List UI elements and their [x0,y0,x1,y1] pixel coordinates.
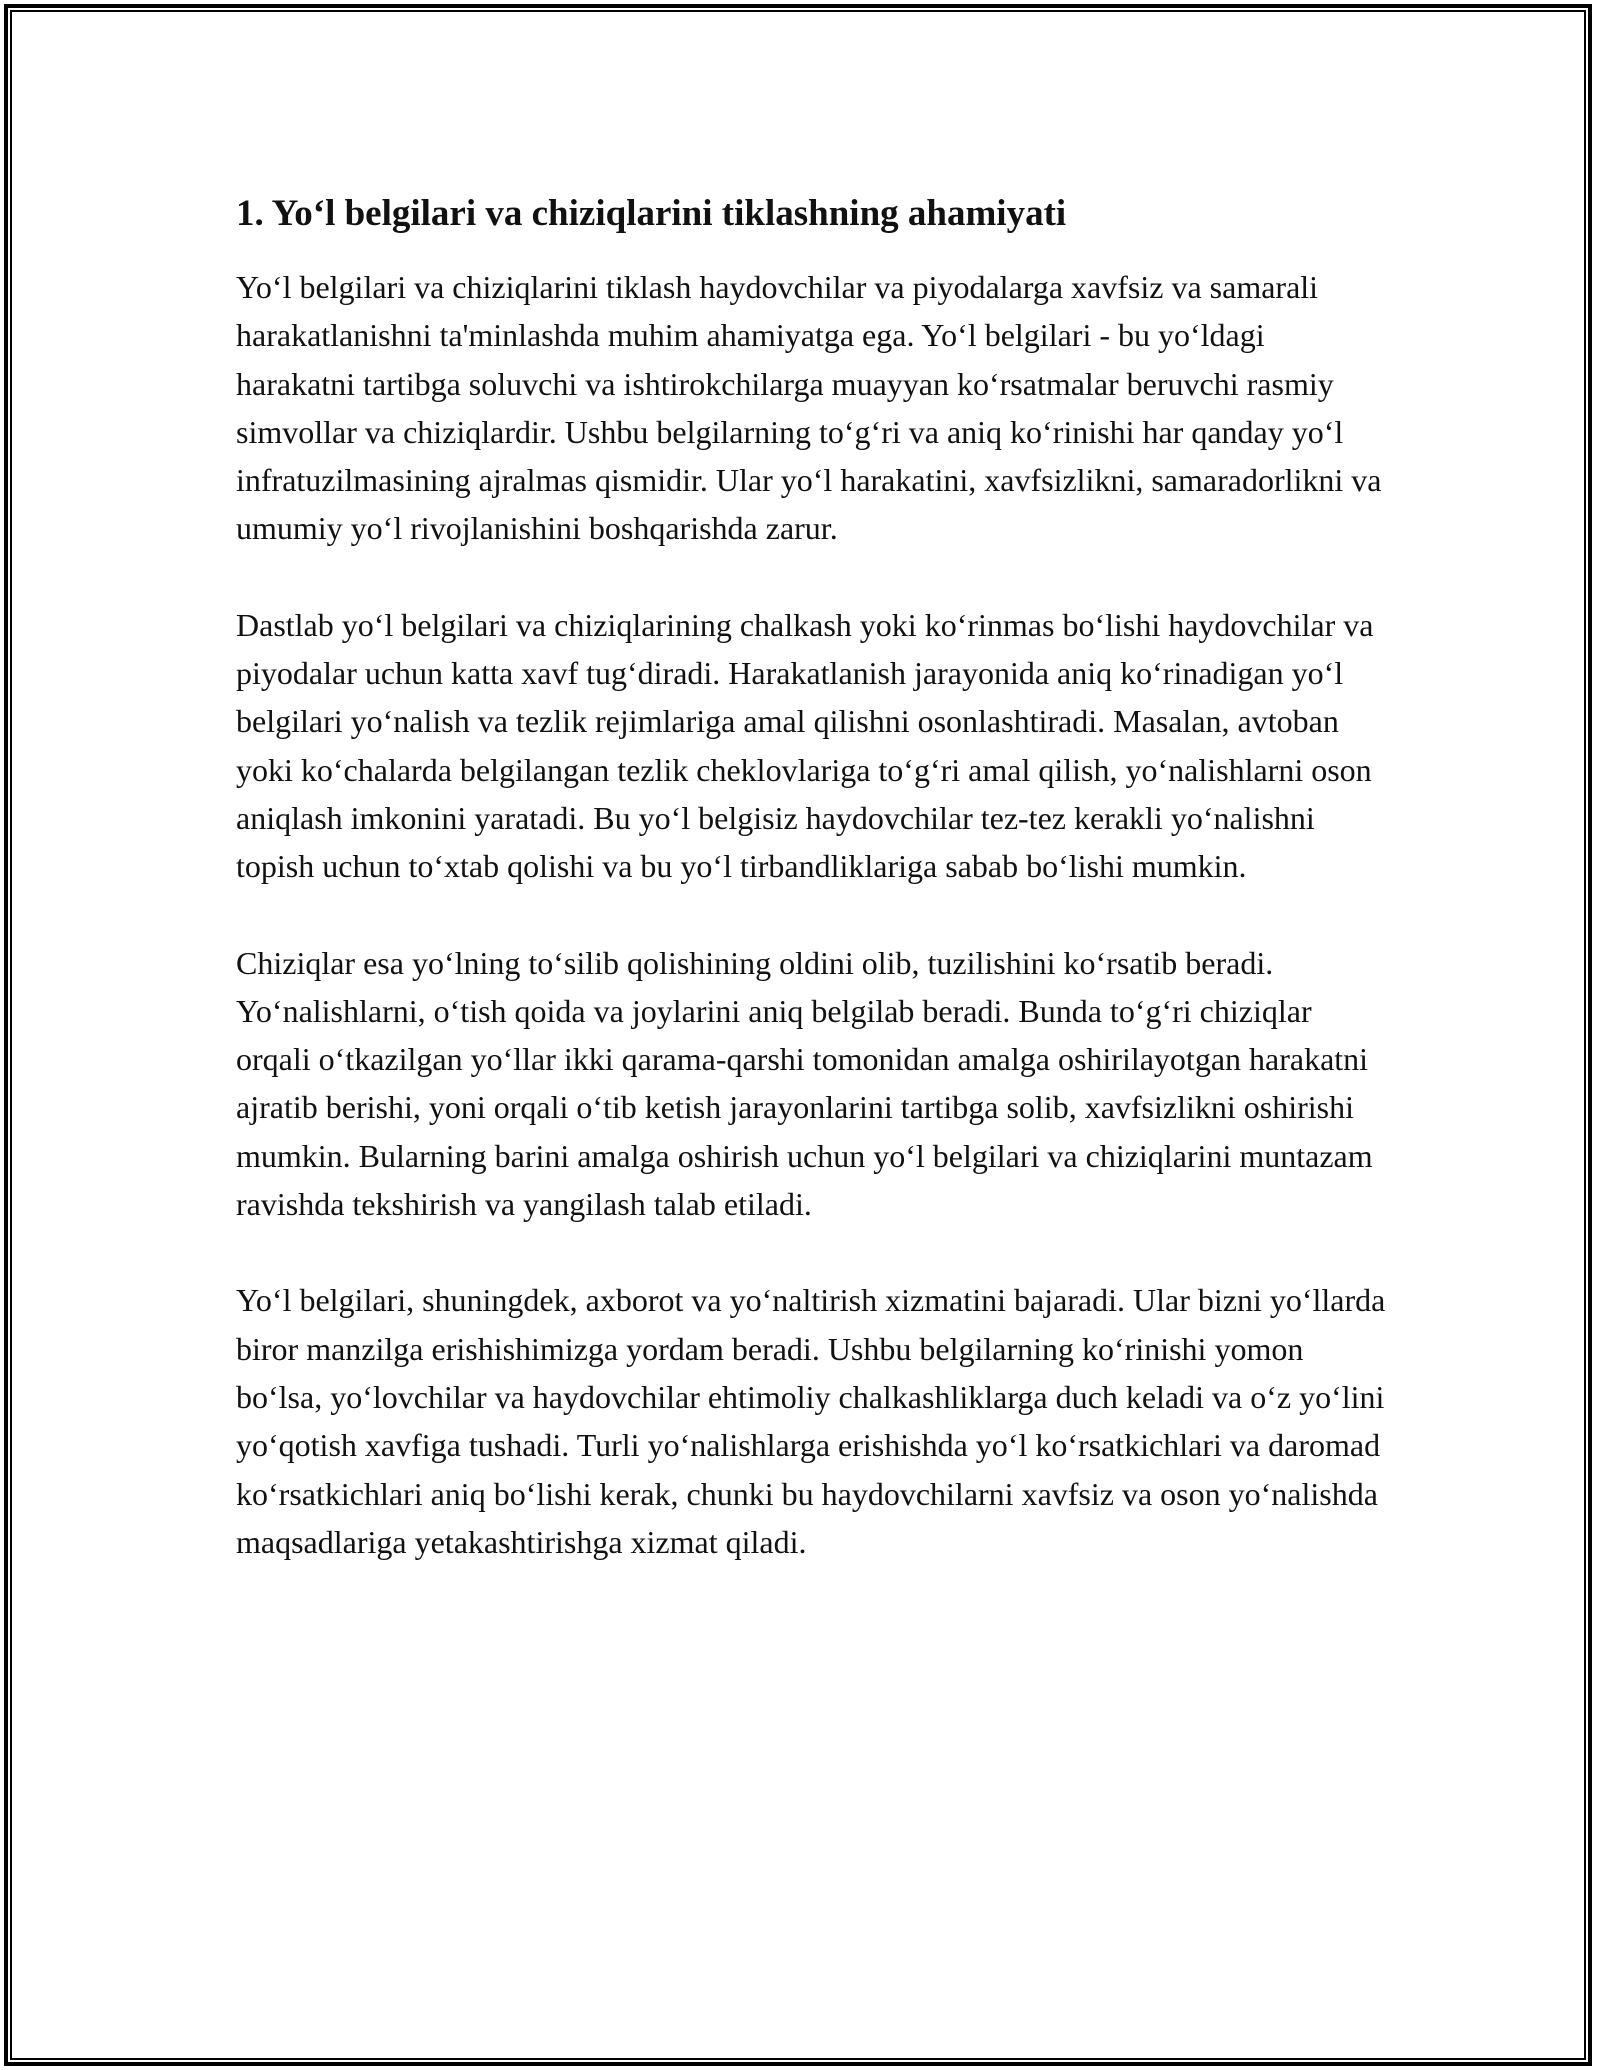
document-body [236,188,1386,1566]
paragraph-4: Yo‘l belgilari, shuningdek, axborot va yo‘naltirish xizmatini bajaradi. Ular bizni yo‘llarda biror manzilga erishishimizga yordam beradi. Ushbu belgilarning ko‘rinishi yomon bo‘lsa, yo‘lovchilar va haydovchilar ehtimoliy chalkashliklarga duch keladi va o‘z yo‘lini yo‘qotish xavfiga tushadi. Turli yo‘nalishlarga erishishda yo‘l ko‘rsatkichlari va daromad ko‘rsatkichlari aniq bo‘lishi kerak, chunki bu haydovchilarni xavfsiz va oson yo‘nalishda maqsadlariga yetakashtirishga xizmat qiladi. [236,1282,1386,1560]
paragraph-1: Yo‘l belgilari va chiziqlarini tiklash haydovchilar va piyodalarga xavfsiz va samarali harakatlanishni ta'minlashda muhim ahamiyatga ega. Yo‘l belgilari - bu yo‘ldagi harakatni tartibga soluvchi va ishtirokchilarga muayyan ko‘rsatmalar beruvchi rasmiy simvollar va chiziqlardir. Ushbu belgilarning to‘g‘ri va aniq ko‘rinishi har qanday yo‘l infratuzilmasining ajralmas qismidir. Ular yo‘l harakatini, xavfsizlikni, samaradorlikni va umumiy yo‘l rivojlanishini boshqarishda zarur. [236,269,1382,547]
paragraph-2: Dastlab yo‘l belgilari va chiziqlarining chalkash yoki ko‘rinmas bo‘lishi haydovchilar va piyodalar uchun katta xavf tug‘diradi. Harakatlanish jarayonida aniq ko‘rinadigan yo‘l belgilari yo‘nalish va tezlik rejimlariga amal qilishni osonlashtiradi. Masalan, avtoban yoki ko‘chalarda belgilangan tezlik cheklovlariga to‘g‘ri amal qilish, yo‘nalishlarni oson aniqlash imkonini yaratadi. Bu yo‘l belgisiz haydovchilar tez-tez kerakli yo‘nalishni topish uchun to‘xtab qolishi va bu yo‘l tirbandliklariga sabab bo‘lishi mumkin. [236,606,1374,885]
section-heading: 1. Yo‘l belgilari va chiziqlarini tiklashning ahamiyati [236,193,1067,234]
paragraph-3: Chiziqlar esa yo‘lning to‘silib qolishining oldini olib, tuzilishini ko‘rsatib beradi. Yo‘nalishlarni, o‘tish qoida va joylarini aniq belgilab beradi. Bunda to‘g‘ri chiziqlar orqali o‘tkazilgan yo‘llar ikki qarama-qarshi tomonidan amalga oshirilayotgan harakatni ajratib berishi, yoni orqali o‘tib ketish jarayonlarini tartibga solib, xavfsizlikni oshirishi mumkin. Bularning barini amalga oshirish uchun yo‘l belgilari va chiziqlarini muntazam ravishda tekshirish va yangilash talab etiladi. [236,944,1373,1223]
